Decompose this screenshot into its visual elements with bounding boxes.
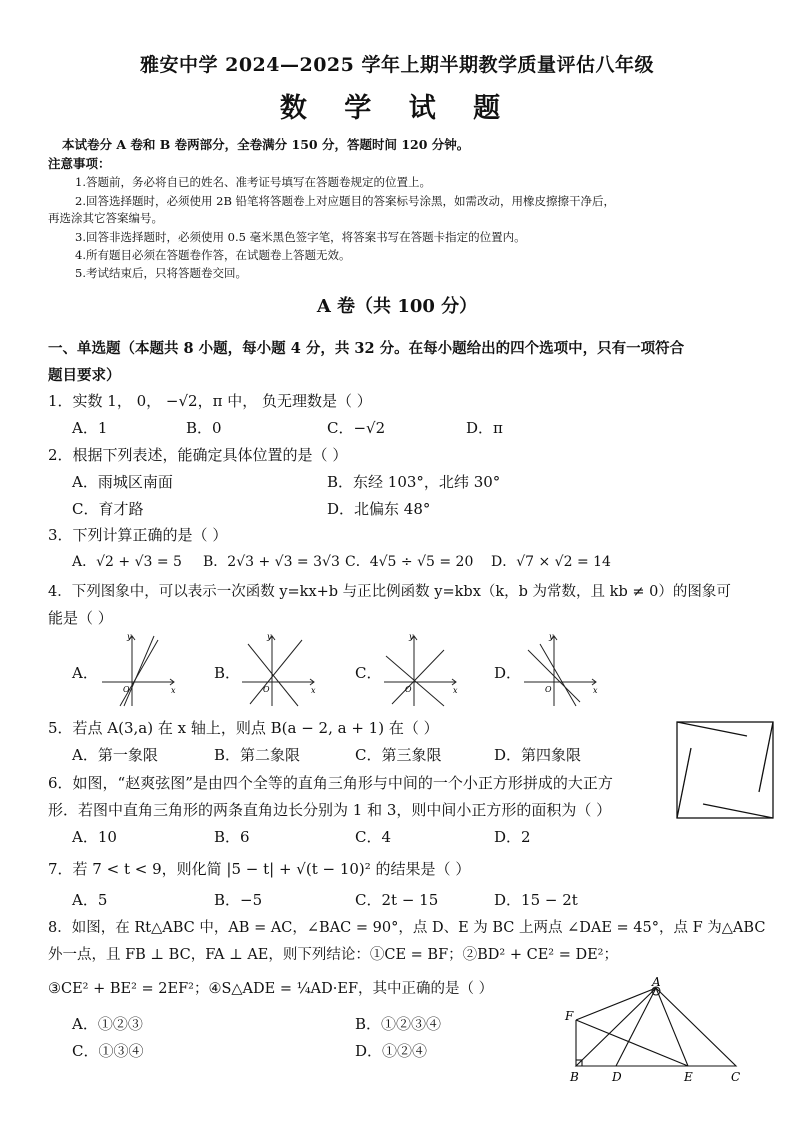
notice-item: 1.答题前，务必将自已的姓名、准考证号填写在答题卷规定的位置上。 [75, 175, 431, 189]
q5-option-d: D．第四象限 [494, 746, 582, 764]
q5-option-b: B．第二象限 [214, 746, 301, 764]
origin-label: O [123, 685, 130, 694]
section1-heading-cont: 题目要求） [48, 367, 121, 384]
q2-option-a: A．雨城区南面 [72, 473, 173, 491]
graph-line [540, 644, 576, 706]
question-5: 5．若点 A(3,a) 在 x 轴上，则点 B(a − 2, a + 1) 在（ ） [48, 719, 439, 737]
axis-y-label: y [549, 632, 554, 641]
q6-option-b: B．6 [214, 828, 250, 846]
q1-option-c: C．−√2 [327, 419, 386, 437]
q3-option-a: A．√2 + √3 = 5 [72, 554, 182, 570]
question-3: 3．下列计算正确的是（ ） [48, 526, 228, 544]
question-4: 4．下列图象中，可以表示一次函数 y=kx+b 与正比例函数 y=kbx（k，b 为常数，且 kb ≠ 0）的图象可 [48, 584, 731, 600]
graph-line [120, 640, 158, 706]
outer-square [677, 722, 773, 818]
segment-ad [616, 988, 656, 1066]
notice-item: 3.回答非选择题时，必须使用 0.5 毫米黑色签字笔，将答案书写在答题卡指定的位置内。 [75, 230, 526, 244]
axis-y-label: y [409, 632, 414, 641]
exam-intro: 本试卷分 A 卷和 B 卷两部分，全卷满分 150 分，答题时间 120 分钟。 [62, 137, 470, 152]
q7-option-c: C．2t − 15 [355, 891, 439, 909]
notice-item: 2.回答选择题时，必须使用 2B 铅笔将答题卷上对应题目的答案标号涂黑，如需改动，用橡皮擦擦干净后， [75, 194, 616, 208]
segment-fe [576, 1020, 688, 1066]
q1-option-d: D．π [466, 419, 503, 437]
exam-title: 雅安中学 2024—2025 学年上期半期教学质量评估八年级 [140, 54, 654, 76]
q4-option-d: D． [494, 664, 522, 682]
question-6: 6．如图，“赵爽弦图”是由四个全等的直角三角形与中间的一个小正方形拼成的大正方 [48, 774, 613, 792]
q3-option-d: D．√7 × √2 = 14 [491, 554, 611, 570]
graph-line [386, 656, 444, 706]
question-4-cont: 能是（ ） [48, 609, 113, 627]
question-2: 2．根据下列表述，能确定具体位置的是（ ） [48, 446, 348, 464]
question-1: 1．实数 1， 0， −√2，π 中， 负无理数是（ ） [48, 392, 372, 410]
question-7: 7．若 7 < t < 9，则化简 |5 − t| + √(t − 10)² 的结果是（ ） [48, 860, 471, 878]
q8-option-a: A．①②③ [72, 1015, 143, 1033]
q4-graph-c [378, 630, 462, 708]
question-6-cont: 形．若图中直角三角形的两条直角边长分别为 1 和 3，则中间小正方形的面积为（ ） [48, 801, 612, 819]
origin-label: O [405, 685, 412, 694]
q4-option-b: B． [214, 664, 241, 682]
q4-graph-a [96, 630, 180, 708]
q8-option-b: B．①②③④ [355, 1015, 442, 1033]
graph-line [392, 650, 444, 704]
q5-option-c: C．第三象限 [355, 746, 442, 764]
label-c: C [731, 1070, 741, 1084]
q1-option-a: A．1 [72, 419, 108, 437]
notice-item: 再选涂其它答案编号。 [48, 211, 163, 225]
question-8-cont: 外一点，且 FB ⊥ BC，FA ⊥ AE，则下列结论：①CE = BF；②BD² + CE² = DE²； [48, 947, 618, 963]
zhao-shuang-figure [675, 720, 775, 820]
q4-graph-d [518, 630, 602, 708]
origin-label: O [545, 685, 552, 694]
label-a: A [652, 975, 661, 989]
q2-option-d: D．北偏东 48° [327, 500, 431, 518]
q7-option-d: D．15 − 2t [494, 891, 578, 909]
axis-x-label: x [311, 686, 316, 695]
q7-option-b: B．−5 [214, 891, 263, 909]
q2-option-c: C．育才路 [72, 500, 144, 518]
q4-graph-b [236, 630, 320, 708]
q4-option-c: C． [355, 664, 382, 682]
q6-option-a: A．10 [72, 828, 117, 846]
axis-y-label: y [267, 632, 272, 641]
label-b: B [570, 1070, 579, 1084]
axis-x-label: x [593, 686, 598, 695]
segment-fa [576, 988, 656, 1020]
q8-triangle-figure [560, 974, 760, 1086]
axis-x-label: x [453, 686, 458, 695]
q2-option-b: B．东经 103°，北纬 30° [327, 473, 501, 491]
origin-label: O [263, 685, 270, 694]
q7-option-a: A．5 [72, 891, 108, 909]
label-f: F [565, 1009, 574, 1023]
axis-y-label: y [127, 632, 132, 641]
notice-item: 4.所有题目必须在答题卷作答，在试题卷上答题无效。 [75, 248, 351, 262]
q1-option-b: B．0 [186, 419, 222, 437]
graph-line [250, 640, 302, 704]
q4-option-a: A． [72, 664, 98, 682]
question-8-cont2: ③CE² + BE² = 2EF²；④S△ADE = ¼AD·EF，其中正确的是（ ） [48, 981, 494, 997]
q8-option-d: D．①②④ [355, 1042, 428, 1060]
label-e: E [684, 1070, 693, 1084]
q6-option-c: C．4 [355, 828, 392, 846]
axis-x-label: x [171, 686, 176, 695]
section-a-heading: A 卷（共 100 分） [316, 296, 478, 317]
q3-option-b: B．2√3 + √3 = 3√3 [203, 554, 340, 570]
label-d: D [612, 1070, 622, 1084]
q3-option-c: C．4√5 ÷ √5 = 20 [345, 554, 474, 570]
notice-heading: 注意事项： [48, 156, 111, 171]
graph-line [124, 636, 154, 706]
q8-option-c: C．①③④ [72, 1042, 144, 1060]
triangle-abc [576, 988, 736, 1066]
exam-subtitle: 数 学 试 题 [279, 93, 515, 124]
q5-option-a: A．第一象限 [72, 746, 158, 764]
question-8: 8．如图，在 Rt△ABC 中，AB = AC，∠BAC = 90°，点 D、E 为 BC 上两点 ∠DAE = 45°，点 F 为△ABC [48, 920, 766, 936]
notice-item: 5.考试结束后，只将答题卷交回。 [75, 266, 247, 280]
section1-heading: 一、单选题（本题共 8 小题，每小题 4 分，共 32 分。在每小题给出的四个选项中，只有一项符合 [48, 340, 685, 357]
q6-option-d: D．2 [494, 828, 531, 846]
